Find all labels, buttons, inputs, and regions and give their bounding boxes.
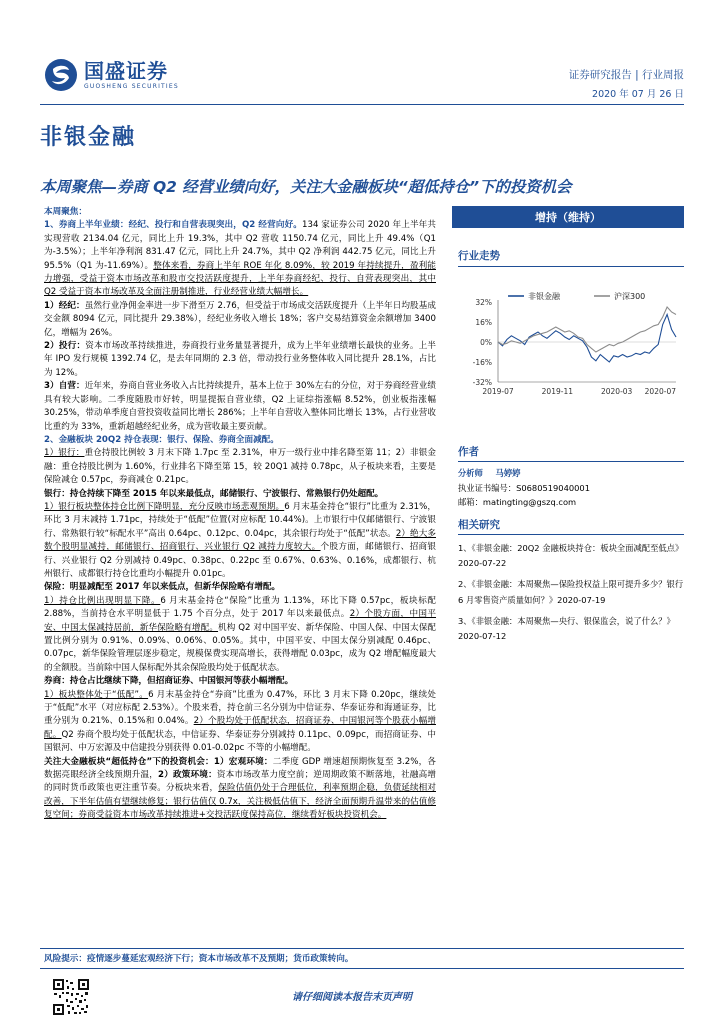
ib-label: 2）投行：: [44, 341, 86, 352]
prop-text: 近年来，券商自营业务收入占比持续提升，基本上位于 30%左右的分位，对于券商经营业绩具有较大影响。二季度随股市好转，明显提振自营业绩，Q2 上证综指涨幅 8.52%，创业板指涨幅 30.25%，带动单季度自营投资收益同比增长 286%；上半年自营收入整体同比增长 13%，占行业营收比重约为 33%，重新超越经纪业务，成为营收最主要贡献。: [44, 381, 436, 432]
focus-label: 本周聚焦：: [44, 207, 87, 217]
license-line: [458, 481, 684, 496]
analyst-line: [458, 466, 684, 481]
y-tick-label: -16%: [472, 358, 492, 367]
x-tick-label: 2019-07: [482, 387, 514, 396]
email-label: 邮箱：: [458, 497, 483, 507]
ins-p1-text: 6 月末基金持仓“保险”比重为 1.13%，环比下降 0.57pc，板块标配 2.88%，当前持仓水平明显低于 1.75 个百分点，处于 2017 年以来最低点。: [44, 595, 436, 620]
section-1: [44, 219, 436, 299]
macro-label: 1）宏观环境：: [213, 756, 273, 767]
related-list: [458, 541, 684, 644]
related-divider: [458, 534, 684, 535]
x-tick-label: 2020-07: [644, 387, 676, 396]
brokerage-holding-paragraph: [44, 689, 436, 756]
bank-p2-text: 个股方面，邮储银行、招商银行、兴业银行 Q2 分别减持 0.49pc、0.38pc、0.22pc 至 0.67%、0.63%、0.16%，成都银行、杭州银行、成都银行持仓比重均小幅提升 0.01pc。: [44, 542, 436, 579]
series-line-1: [498, 315, 676, 363]
bank-paragraph-1: [44, 501, 436, 581]
ins-p2-summary: 2）个股方面，中国平安、中国太保减持居前，新华保险略有增配。: [44, 609, 437, 633]
brokerage-holding-title: 券商：持仓占比继续下降，但招商证券、中国银河等获小幅增配。: [44, 676, 294, 687]
license-label: 执业证书编号：: [458, 482, 517, 493]
section-2-paragraph: [44, 447, 436, 487]
bank-p1-text: 6 月末基金持仓“银行”比重为 2.31%，环比 3 月末减持 1.71pc，持续处于“低配”位置(对应标配 10.44%)。上市银行中仅邮储银行、宁波银行、常熟银行较“标配水平”高出 0.64pc、0.12pc、0.04pc，其余银行均处于“低配”状态。: [44, 501, 436, 539]
brk-p2-summary: 2）个股均处于低配状态，招商证券、中国银河等个股获小幅增配。: [44, 716, 436, 740]
insurance-paragraph: [44, 595, 436, 675]
brk-p1-text: 6 月末基金持仓“券商”比重为 0.47%，环比 3 月末下降 0.20pc，继续处于“低配”水平（对应标配 2.53%）。个股来看，持仓前三名分别为中信证券、华泰证券和海通证券，比重分别为 0.21%、0.15%和 0.04%。: [44, 689, 436, 727]
logo-name-en: GUOSHENG SECURITIES: [84, 82, 179, 90]
y-tick-label: 16%: [475, 318, 492, 327]
author-divider: [458, 461, 684, 462]
policy-label: 2）政策环境：: [158, 770, 217, 781]
related-item[interactable]: 2、《非银金融：本周聚焦—保险投权益上限可提升多少？银行 6 月零售资产质量如何？》2020-07-19: [458, 579, 684, 605]
report-headline: 本周聚焦—券商 Q2 经营业绩向好，关注大金融板块“超低持仓”下的投资机会: [40, 178, 572, 196]
related-heading: 相关研究: [458, 519, 500, 531]
section-2-bank-label: 1）银行：: [44, 448, 85, 459]
y-tick-label: -32%: [472, 378, 492, 387]
section-1-heading: 1、券商上半年业绩：经纪、投行和自营表现突出，Q2 经营向好。: [44, 220, 303, 231]
section-2-bank-text: 重仓持股比例较 3 月末下降 1.7pc 至 2.31%，申万一级行业中排名降至第 11；2）非银金融：: [44, 448, 436, 472]
report-type: 证券研究报告 | 行业周报: [568, 69, 684, 81]
series-line-2: [498, 307, 676, 352]
author-heading: 作者: [458, 446, 479, 458]
brk-p2-text: Q2 券商个股均处于低配状态，中信证券、华泰证券分别减持 0.11pc、0.09pc，而招商证券、中国银河、中万宏源及中信建投分别获得 0.01-0.02pc 不等的小幅增配。: [44, 729, 436, 754]
rating-badge: 增持（维持）: [452, 206, 684, 228]
prop-paragraph: [44, 380, 436, 434]
footer-disclaimer: 请仔细阅读本报告末页声明: [292, 992, 412, 1003]
insurance-view: 保险估值仍处于合理低位，利率预期企稳，负债延续相对改善，下半年估值有望继续修复；: [44, 783, 436, 807]
analyst-name: 马婷婷: [495, 468, 521, 478]
author-block: [458, 466, 684, 510]
bank-p2-summary: 2）绝大多数个股明显减持，邮储银行、招商银行、兴业银行 Q2 减持力度较大。: [44, 528, 436, 553]
brokerage-label: 1）经纪：: [44, 300, 85, 311]
footer-divider: [40, 968, 684, 969]
section-2-heading: 2、金融板块 20Q2 持仓表现：银行、保险、券商全面减配。: [44, 434, 279, 445]
macro-text: 二季度 GDP 增速超预期恢复至 3.2%，各数据亮眼经济全线预期升温，: [44, 756, 436, 781]
email-link[interactable]: matingting@gszq.com: [482, 497, 577, 507]
related-item[interactable]: 1、《非银金融：20Q2 金融板块持仓：板块全面减配至低点》2020-07-22: [458, 543, 684, 569]
related-item[interactable]: 3、《非银金融：本周聚焦—央行、银保监会，说了什么？》2020-07-12: [458, 615, 675, 642]
outlook-title: 关注大金融板块“超低持仓”下的投资机会：: [44, 756, 214, 767]
legend-label: 非银金融: [528, 292, 560, 301]
policy-text: 资本市场改革力度空前；逆周期政策不断落地，社融高增的同时货币政策也更注重节奏。分板块来看，: [44, 770, 436, 794]
brk-p1-summary: 1）板块整体处于“低配”。: [44, 689, 149, 700]
legend-label: 沪深300: [614, 292, 646, 301]
x-tick-label: 2020-03: [600, 387, 633, 396]
outlook-paragraph: [44, 756, 436, 823]
y-tick-label: 0%: [480, 338, 492, 347]
industry-trend-chart: [452, 290, 684, 410]
analyst-label: 分析师: [458, 468, 483, 478]
logo-name-cn: 国盛证券: [84, 58, 168, 83]
ib-text: 资本市场改革持续推进，券商投行业务量显著提升，成为上半年业绩增长最快的业务。上半年 IPO 发行规模 1392.74 亿，是去年同期的 2.3 倍，带动投行业务整体收入同比提升 28.1%，占比为 12%。: [44, 341, 436, 378]
license-number: S0680519040001: [516, 482, 590, 493]
brokerage-text: 虽然行业净佣金率进一步下滑至万 2.76，但受益于市场成交活跃度提升（上半年日均股基成交金额 8094 亿元，同比提升 29.38%），经纪业务收入增长 18%；客户交易结算资金余额增加 3400 亿，增幅为 26%。: [44, 300, 436, 338]
brokerage-paragraph: [44, 300, 436, 340]
section-1-summary: 整体来看，券商上半年 ROE 年化 8.09%，较 2019 年持续提升，盈利能力增强，受益于资本市场改革和股市交投活跃度提升，上半年券商经纪、投行、自营表现突出，其中 Q2 受益于资本市场改革及全面注册制推进，行业经营业绩大幅增长。: [44, 260, 436, 298]
trend-divider: [458, 266, 684, 267]
ins-p2-text: 机构 Q2 对中国平安、新华保险、中国人保、中国太保配置比例分别为 0.91%、0.09%、0.06%、0.05%。其中，中国平安、中国太保分别减配 0.46pc、0.07pc，新华保险管理层逐步稳定，规模保费实现高增长，获得增配 0.03pc，成为 Q2 增配幅度最大的全额股。当前除中国人保标配外其余保险股均处于低配状态。: [44, 622, 436, 673]
guosheng-logo-icon: [44, 58, 78, 92]
sector-title: 非银金融: [40, 125, 137, 150]
y-tick-label: 32%: [475, 298, 492, 307]
ins-p1-summary: 1）持仓比例出现明显下降。: [44, 595, 161, 606]
bank-p1-summary: 1）银行板块整体持仓比例下降明显，充分反映市场悲观预期。: [44, 501, 285, 512]
section-2-nonbank-text: 重仓持股比例为 1.60%，行业排名下降至第 15，较 20Q1 减持 0.78pc，从子板块来看，主要是保险减仓 0.57pc，券商减仓 0.21pc。: [44, 461, 436, 486]
header-divider: [40, 104, 684, 105]
risk-divider: [40, 948, 684, 949]
risk-warning: 风险提示：疫情逐步蔓延宏观经济下行；资本市场改革不及预期；货币政策转向。: [44, 954, 354, 964]
section-1-text: 134 家证券公司 2020 年上半年共实现营收 2134.04 亿元，同比上升 19.3%，其中 Q2 营收 1150.74 亿元，同比上升 49.4%（Q1 为-3.5%）；上半年净利润 831.47 亿元，同比上升 24.7%，其中 Q2 净利润 442.75 亿元，同比上升 95.5%（Q1 为-11.69%）。: [44, 220, 436, 271]
report-date: 2020 年 07 月 26 日: [592, 89, 684, 100]
prop-label: 3）自营：: [44, 381, 85, 392]
qr-code-icon: [52, 978, 90, 1016]
trend-heading: 行业走势: [458, 250, 500, 262]
bank-title: 银行：持仓持续下降至 2015 年以来最低点，邮储银行、宁波银行、常熟银行仍处超配。: [44, 488, 384, 499]
email-line: [458, 495, 684, 510]
bank-view: 银行估值仅 0.7x，关注极低估值下，经济全面预期升温带来的估值修复空间；: [44, 796, 436, 821]
report-body: [44, 206, 436, 823]
company-logo: [44, 54, 189, 96]
insurance-title: 保险：明显减配至 2017 年以来低点，但新华保险略有增配。: [44, 582, 281, 593]
x-tick-label: 2019-11: [541, 387, 574, 396]
broker-view: 券商受益资本市场改革持续推进+交投活跃度保持高位，继续看好板块投资机会。: [78, 810, 387, 821]
ib-paragraph: [44, 340, 436, 380]
